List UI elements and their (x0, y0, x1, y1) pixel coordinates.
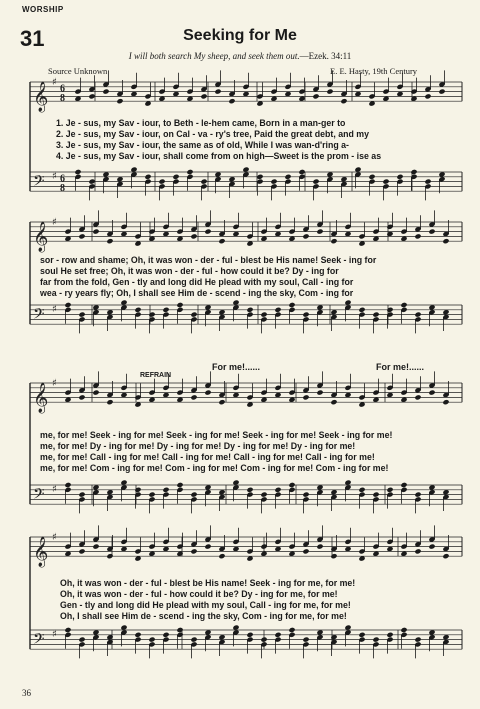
note-head (190, 548, 197, 554)
note-head (246, 487, 253, 493)
lyric-line: wea - ry years fly; Oh, I shall see Him de - scend - ing the sky, Com - ing for (40, 288, 354, 298)
note-head (312, 179, 319, 185)
note-head (274, 487, 281, 493)
sharp-icon: ♯ (52, 484, 57, 495)
echo-text: For me!...... (212, 362, 261, 372)
note-head (106, 238, 113, 244)
time-signature: 6 (60, 83, 65, 95)
note-head (88, 93, 95, 99)
section-label: WORSHIP (22, 5, 64, 14)
note-head (316, 544, 323, 550)
note-head (78, 312, 85, 318)
lyric-line: Gen - tly and long did He plead with my soul, Call - ing for me, for me! (60, 600, 351, 610)
note-head (428, 544, 435, 550)
note-head (88, 179, 95, 185)
note-head (372, 312, 379, 318)
note-head (414, 637, 421, 643)
echo-text: For me!...... (376, 362, 425, 372)
note-head (148, 637, 155, 643)
note-head (414, 492, 421, 498)
note-head (386, 487, 393, 493)
lyric-line: Oh, it was won - der - ful - blest be His name! Seek - ing for me, for me! (60, 578, 356, 588)
lyric-line: me, for me! Call - ing for me! Call - ing for me! Call - ing for me! Call - ing for me! (40, 452, 375, 462)
note-head (162, 632, 169, 638)
note-head (162, 307, 169, 313)
note-head (218, 399, 225, 405)
note-head (302, 312, 309, 318)
sharp-icon: ♯ (52, 304, 57, 315)
note-head (358, 487, 365, 493)
lyric-line: 4. Je - sus, my Sav - iour, shall come from on high—Sweet is the prom - ise as (56, 151, 382, 161)
note-head (442, 399, 449, 405)
lyric-line: me, for me! Seek - ing for me! Seek - ing for me! Seek - ing for me! Seek - ing for me! (40, 430, 393, 440)
note-head (218, 553, 225, 559)
note-head (330, 399, 337, 405)
bass-clef-icon: 𝄢 (33, 630, 45, 652)
lyric-line: sor - row and shame; Oh, it was won - der - ful - blest be His name! Seek - ing for (40, 255, 377, 265)
note-head (74, 169, 81, 175)
note-head (400, 482, 407, 488)
note-head (442, 238, 449, 244)
note-head (78, 637, 85, 643)
note-head (228, 98, 235, 104)
note-head (158, 179, 165, 185)
note-head (288, 627, 295, 633)
note-head (302, 637, 309, 643)
note-head (396, 174, 403, 180)
note-head (400, 302, 407, 308)
note-head (78, 233, 85, 239)
note-head (302, 233, 309, 239)
epigraph-reference: —Ezek. 34:11 (299, 51, 352, 61)
note-head (302, 394, 309, 400)
note-head (274, 632, 281, 638)
note-head (372, 492, 379, 498)
sharp-icon: ♯ (52, 629, 57, 640)
refrain-label: REFRAIN (140, 372, 172, 379)
note-head (312, 93, 319, 99)
lyric-line: 2. Je - sus, my Sav - iour, on Cal - va - ry's tree, Paid the great debt, and my (56, 129, 370, 139)
note-head (288, 482, 295, 488)
note-head (190, 312, 197, 318)
note-head (148, 312, 155, 318)
note-head (358, 307, 365, 313)
note-head (204, 544, 211, 550)
note-head (148, 492, 155, 498)
lyric-line: soul He set free; Oh, it was won - der - ful - how could it be? Dy - ing for (40, 266, 339, 276)
note-head (92, 390, 99, 396)
lyric-line: 1. Je - sus, my Sav - iour, to Beth - le-hem came, Born in a man-ger to (56, 118, 346, 128)
note-head (176, 482, 183, 488)
note-head (260, 312, 267, 318)
note-head (176, 302, 183, 308)
note-head (316, 229, 323, 235)
note-head (382, 179, 389, 185)
note-head (176, 627, 183, 633)
note-head (78, 492, 85, 498)
note-head (368, 174, 375, 180)
note-head (200, 179, 207, 185)
lyric-line: me, for me! Com - ing for me! Com - ing for me! Com - ing for me! Com - ing for me! (40, 463, 389, 473)
note-head (214, 89, 221, 95)
note-head (144, 174, 151, 180)
sharp-icon: ♯ (52, 77, 57, 88)
note-head (270, 179, 277, 185)
time-signature: 8 (60, 93, 65, 105)
note-head (414, 312, 421, 318)
note-head (218, 238, 225, 244)
note-head (78, 394, 85, 400)
note-head (260, 492, 267, 498)
note-head (190, 394, 197, 400)
note-head (190, 233, 197, 239)
music-source: E. E. Hasty, 19th Century (330, 66, 418, 76)
lyric-line: me, for me! Dy - ing for me! Dy - ing for me! Dy - ing for me! Dy - ing for me! (40, 441, 356, 451)
lyric-line: far from the fold, Gen - tly and long did He plead with my soul, Call - ing for (40, 277, 354, 287)
note-head (78, 548, 85, 554)
sharp-icon: ♯ (52, 532, 57, 543)
note-head (102, 89, 109, 95)
note-head (410, 169, 417, 175)
note-head (172, 174, 179, 180)
note-head (134, 487, 141, 493)
treble-clef-icon: 𝄞 (33, 537, 49, 568)
note-head (246, 307, 253, 313)
note-head (424, 179, 431, 185)
note-head (64, 302, 71, 308)
bass-clef-icon: 𝄢 (33, 172, 45, 194)
time-signature: 8 (60, 183, 65, 195)
note-head (414, 394, 421, 400)
note-head (400, 627, 407, 633)
note-head (134, 307, 141, 313)
treble-clef-icon: 𝄞 (33, 383, 49, 414)
note-head (92, 229, 99, 235)
note-head (386, 307, 393, 313)
bass-clef-icon: 𝄢 (33, 485, 45, 507)
note-head (186, 169, 193, 175)
note-head (116, 98, 123, 104)
note-head (106, 399, 113, 405)
note-head (414, 233, 421, 239)
note-head (190, 637, 197, 643)
note-head (428, 390, 435, 396)
note-head (302, 492, 309, 498)
words-source: Source Unknown (48, 66, 108, 76)
lyric-line: 3. Je - sus, my Sav - iour, the same as of old, While I was wan-d'ring a- (56, 140, 349, 150)
note-head (330, 238, 337, 244)
note-head (200, 93, 207, 99)
hymn-title: Seeking for Me (183, 27, 297, 44)
epigraph-text: I will both search My sheep, and seek them out. (128, 51, 300, 61)
note-head (260, 637, 267, 643)
note-head (414, 548, 421, 554)
note-head (274, 307, 281, 313)
time-signature: 6 (60, 173, 65, 185)
hymn-number: 31 (20, 26, 45, 51)
note-head (162, 487, 169, 493)
note-head (358, 632, 365, 638)
note-head (246, 632, 253, 638)
treble-clef-icon: 𝄞 (33, 222, 49, 253)
note-head (442, 553, 449, 559)
note-head (298, 169, 305, 175)
bass-clef-icon: 𝄢 (33, 305, 45, 327)
sharp-icon: ♯ (52, 217, 57, 228)
note-head (424, 93, 431, 99)
note-head (284, 174, 291, 180)
note-head (134, 632, 141, 638)
note-head (340, 98, 347, 104)
note-head (330, 553, 337, 559)
note-head (428, 229, 435, 235)
note-head (64, 627, 71, 633)
lyric-line: Oh, I shall see Him de - scend - ing the sky, Com - ing for me, for me! (60, 611, 347, 621)
page-number: 36 (22, 688, 31, 698)
note-head (302, 548, 309, 554)
note-head (256, 174, 263, 180)
note-head (438, 89, 445, 95)
sharp-icon: ♯ (52, 171, 57, 182)
note-head (106, 553, 113, 559)
sharp-icon: ♯ (52, 378, 57, 389)
note-head (92, 544, 99, 550)
note-head (204, 229, 211, 235)
note-head (372, 637, 379, 643)
note-head (386, 632, 393, 638)
note-head (316, 390, 323, 396)
note-head (288, 302, 295, 308)
note-head (326, 89, 333, 95)
note-head (190, 492, 197, 498)
note-head (64, 482, 71, 488)
lyric-line: Oh, it was won - der - ful - how could it be? Dy - ing for me, for me! (60, 589, 338, 599)
treble-clef-icon: 𝄞 (33, 82, 49, 113)
note-head (204, 390, 211, 396)
